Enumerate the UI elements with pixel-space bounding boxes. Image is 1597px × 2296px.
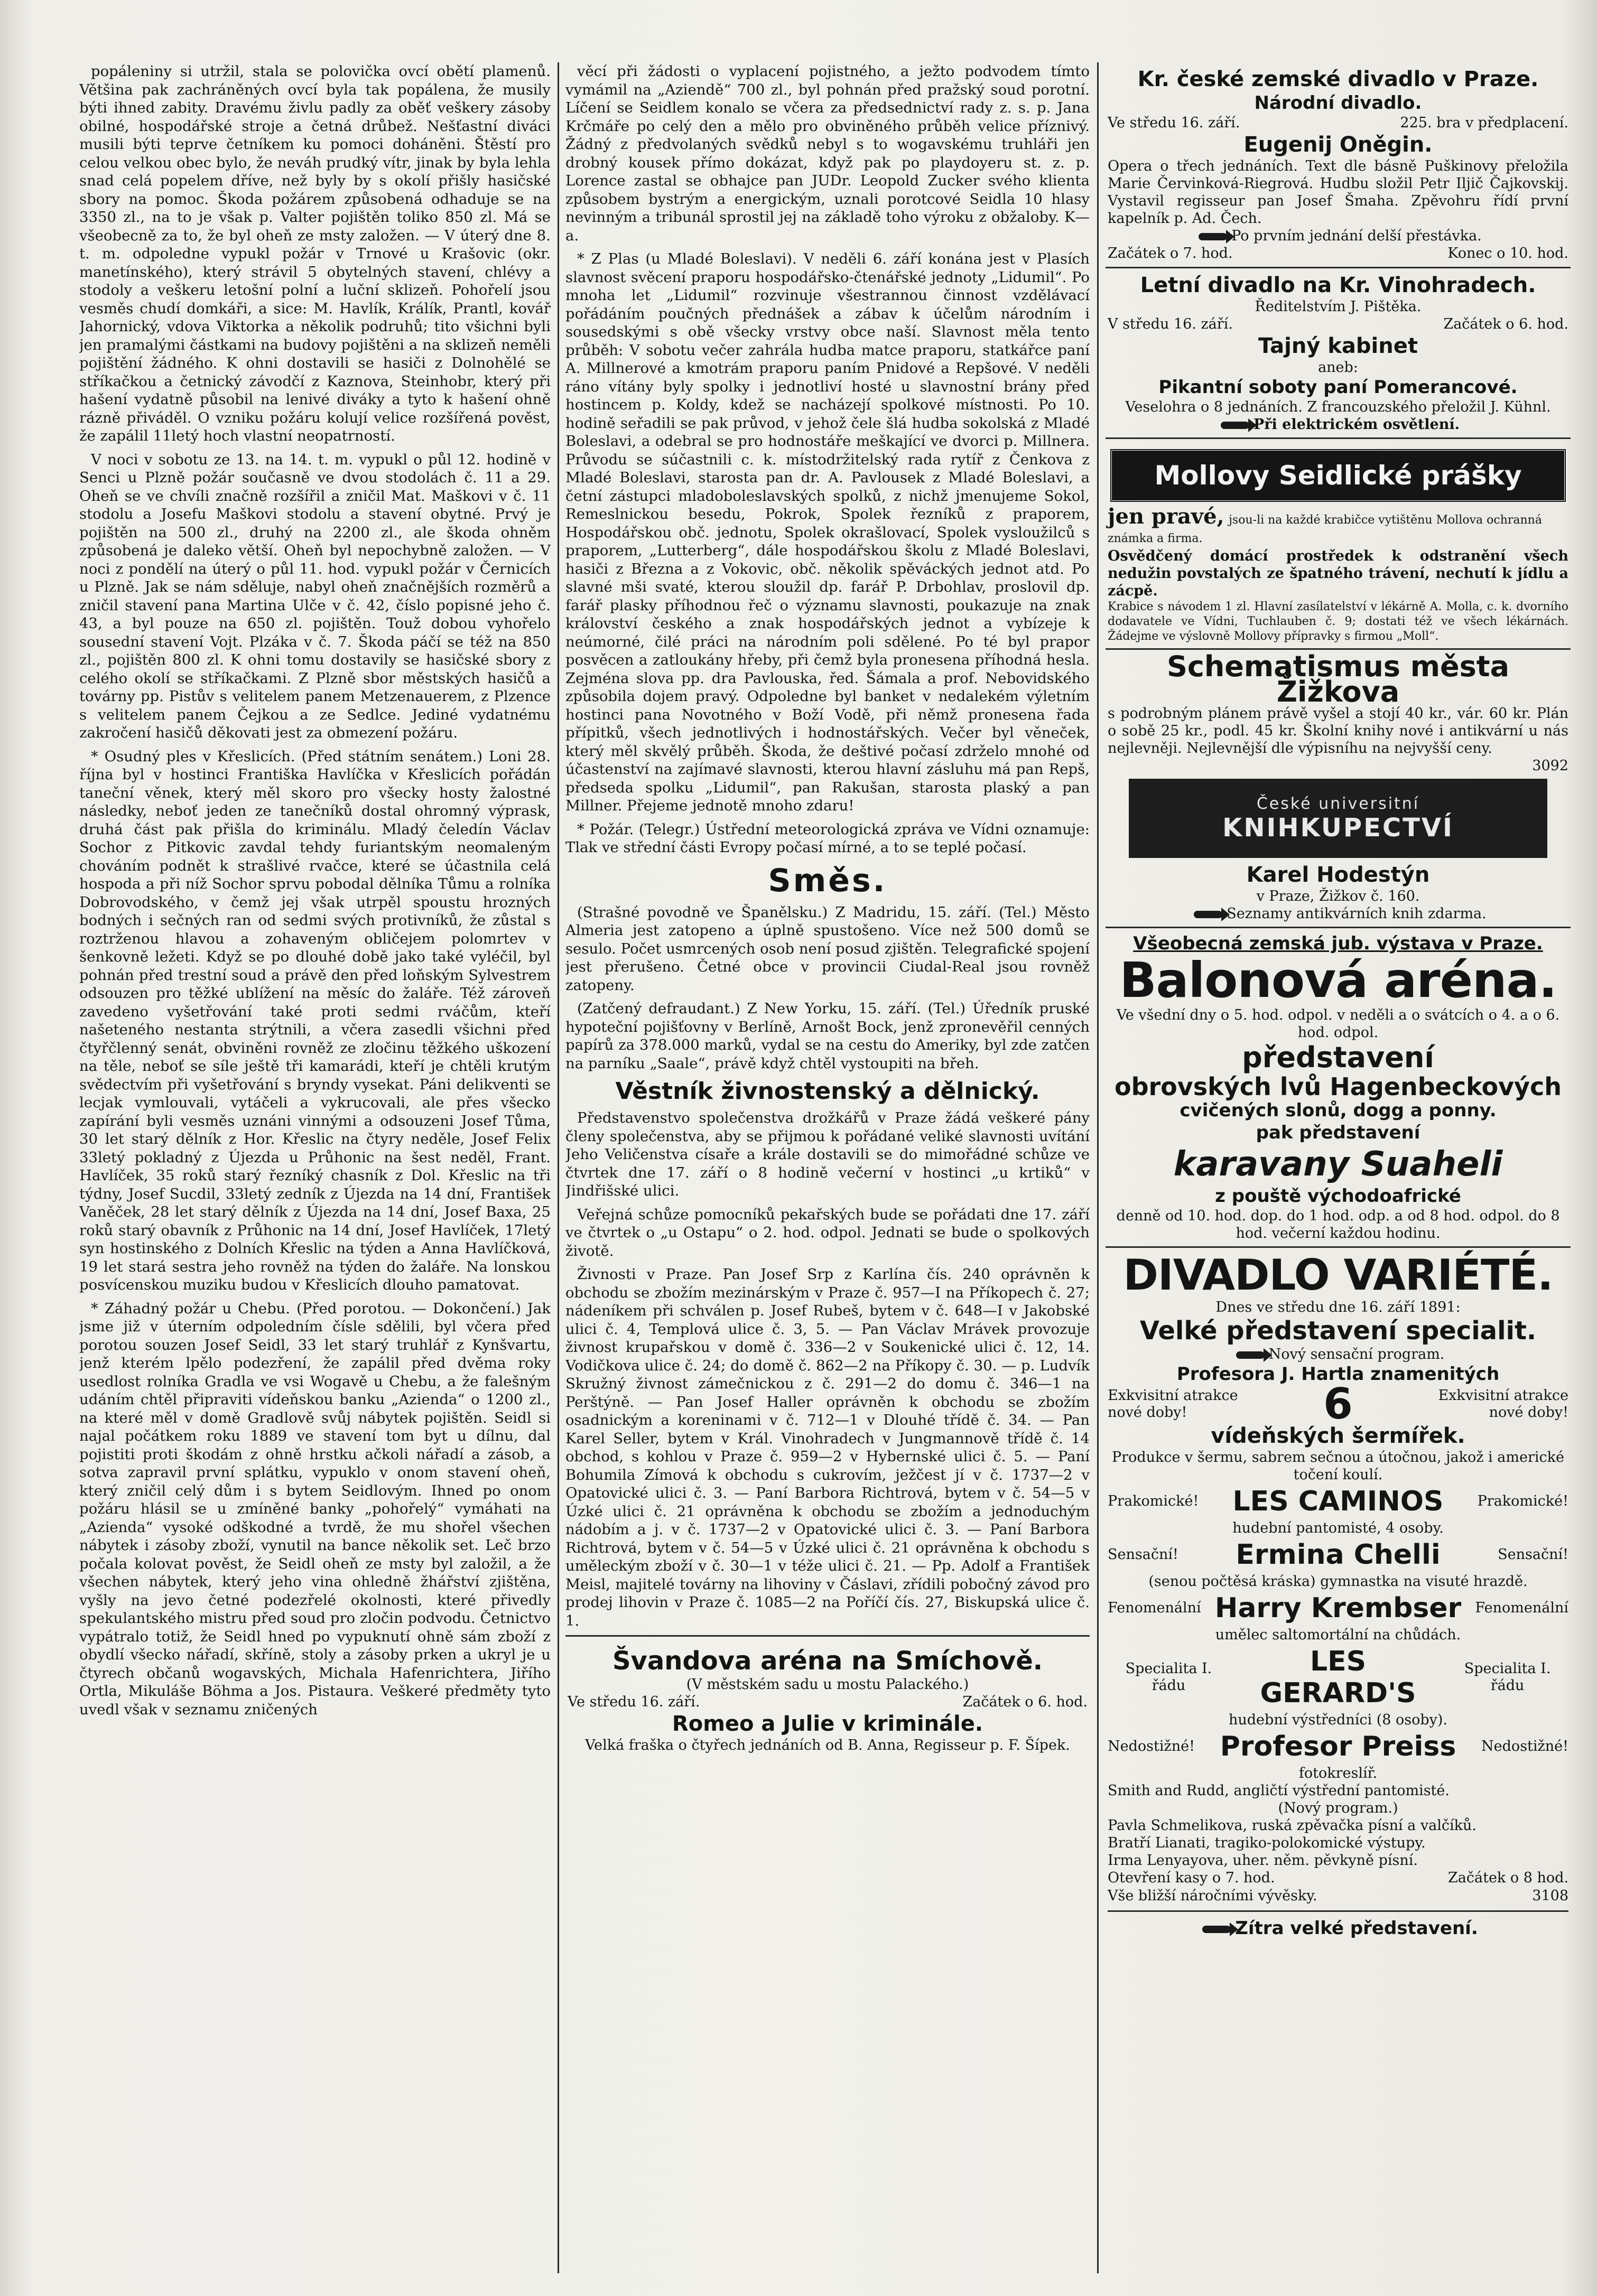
ad-karavany: karavany Suaheli bbox=[1173, 1145, 1503, 1184]
article-paragraph: * Záhadný požár u Chebu. (Před porotou. — Dokončení.) Jak jsme již v úterním odpoledním čísle sdělili, byl včera před porotou souzen Josef Seidl, 33 let starý truhlář z Kynšvartu, jenž kterém lpělo podezření, že zapálil před dvěma roky usedlost rolníka Gradla ve vsi Wogavě u Chebu, a že falešným udáním chtěl připraviti vídeňskou banku „Azienda“ o 1200 zl., na které měl v domě Gradlově svůj nábytek pojištěn. Seidl si najal počátkem roku 1889 ve stavení tom byt u dílnu, dal pojistiti proti škodám z ohně hrstku ačkoli nářadí a zásob, a sotva zapravil první splátku, vypuklo v onom stavení oheň, který zničil celý dům i s bytem Seidlovým. Ihned po onom požáru hlásil se u zmíněné banky „pohořelý“ vymáhati na „Azienda“ vysoké odškodné a tvrdě, že mu shořel všechen nábytek i zásoby zboží, vynutil na bance několik set. Leč brzo počala kolovat pověst, že Seidl oheň ze msty byl založil, a že všechen nábytek, který jeho vina ohledně žhářství zjištěna, vyšly na jevo četné podezřelé okolnosti, které přivedly spekulantského mistru před soud pro zločin podvodu. Četnictvo vypátralo totiž, že Seidl hned po vypuknutí ohně sám zboží z obydlí všecko nářadí, skříně, stoly a zásoby prken a ukryl je u čtyrech občanů wogavských, Michala Hafenrichtera, Jiřího Ortla, Mikuláše Böhma a Jos. Pistaura. Veškeré předměty tyto uvedl však v seznamu zničených bbox=[79, 1300, 551, 1718]
act-row bbox=[1108, 1731, 1568, 1762]
column-rule bbox=[1097, 62, 1099, 2273]
ad-subtitle: Národní divadlo. bbox=[1254, 92, 1422, 114]
article-paragraph: * Požár. (Telegr.) Ústřední meteorologická zpráva ve Vídni oznamuje: Tlak ve střední části Evropy počasí mírné, a to se teplé počasí. bbox=[565, 820, 1090, 856]
ad-note: Po prvním jednání delší přestávka. bbox=[1231, 228, 1482, 244]
ad-body: s podrobným plánem právě vyšel a stojí 40 kr., vár. 60 kr. Plán o sobě 25 kr., podl. 45 kr. Školní knihy nové i antikvární u nás nejlevněji. Nejlevnější dle výpisníhu na nejvyšší ceny. bbox=[1108, 705, 1568, 757]
section-title-smes: Směs. bbox=[768, 862, 887, 899]
act-row bbox=[1108, 1486, 1568, 1517]
act-extra: Smith and Rudd, angličtí výstřední pantomisté. bbox=[1108, 1782, 1450, 1799]
section-title-vestnik: Věstník živnostenský a dělnický. bbox=[615, 1078, 1040, 1105]
ad-desc: Velká fraška o čtyřech jednáních od B. Anna, Regisseur p. F. Šípek. bbox=[585, 1737, 1070, 1753]
ad-play: Eugenij Oněgin. bbox=[1243, 133, 1433, 157]
ad-balonova-arena bbox=[1106, 928, 1571, 1248]
ad-letni-divadlo bbox=[1106, 268, 1571, 439]
ad-title: Letní divadlo na Kr. Vinohradech. bbox=[1140, 273, 1536, 297]
act-right: Fenomenální bbox=[1475, 1600, 1568, 1616]
ad-play-subtitle: Pikantní soboty paní Pomerancové. bbox=[1158, 377, 1518, 398]
act-desc: umělec saltomortální na chůdách. bbox=[1215, 1627, 1461, 1643]
ad-note: Při elektrickém osvětlení. bbox=[1253, 416, 1460, 433]
act-right: Nedostižné! bbox=[1481, 1738, 1568, 1754]
act-left: Prakomické! bbox=[1108, 1493, 1199, 1509]
ad-date: Dnes ve středu dne 16. září 1891: bbox=[1215, 1299, 1461, 1315]
divider bbox=[565, 1635, 1090, 1637]
ad-owner: Karel Hodestýn bbox=[1246, 863, 1430, 887]
act-right: Sensační! bbox=[1498, 1546, 1568, 1563]
ad-animals: obrovských lvů Hagenbeckových bbox=[1114, 1072, 1562, 1101]
act-left: Sensační! bbox=[1108, 1546, 1178, 1563]
ad-schematismus bbox=[1106, 650, 1571, 928]
ad-address: v Praze, Žižkov č. 160. bbox=[1256, 888, 1420, 904]
ad-number: 3108 bbox=[1532, 1888, 1568, 1904]
act-name: LES CAMINOS bbox=[1232, 1486, 1444, 1517]
act-name: Harry Krembser bbox=[1214, 1592, 1462, 1624]
act-desc: fotokreslíř. bbox=[1298, 1765, 1378, 1781]
act-row bbox=[1108, 1592, 1568, 1624]
ad-play: Tajný kabinet bbox=[1258, 334, 1418, 358]
act-extra: Irma Lenyayova, uher. něm. pěvkyně písní. bbox=[1108, 1852, 1418, 1869]
article-paragraph: Živnosti v Praze. Pan Josef Srp z Karlína čís. 240 oprávněn k obchodu se zbožím mezinárským v Praze č. 957—I na Příkopech č. 27; nádeníkem při schválen p. Josef Rubeš, bytem v č. 648—I v Jakobské ulici č. 4, Templová ulice č. 3, 5. — Pan Václav Mrávek provozuje živnost krupařskou v domě č. 336—2 v Soukenické ulici č. 12, 14. Vodičkova ulice č. 24; do domě č. 862—2 na Příkopy č. 30. — p. Ludvík Skružný živnost zámečnickou z č. 291—2 do domu č. 346—1 na Perštýně. — Pan Josef Haller oprávněn k obchodu se zbožím osadnickým a koreninami v č. 712—1 v Dlouhé třídě č. 34. — Pan Karel Seller, bytem v Král. Vinohradech v Jungmannově třídě č. 14 obchod, s kohlou v Praze č. 959—2 v Hybernské ulici č. 5. — Paní Bohumila Zímová k obchodu s cukrovím, ježčest jí v č. 1737—2 v Opatovické ulici č. 3. — Paní Barbora Richtrová, bytem v č. 54—5 v Úzké ulici č. 21 oprávněna k obchodu se zbožím a jednoduchým nádobím a j. v č. 1737—2 v Opatovické ulici č. 3. — Paní Barbora Richtrová, bytem v č. 54—5 v Úzké ulici č. 21 oprávněna k obchodu s uměleckým zboží v č. 30—1 v téže ulici č. 21. — Pp. Adolf a František Meisl, majitelé továrny na lihoviny v Čáslavi, zřídili pobočný závod pro prodej lihovin v Praze č. 1085—2 na Poříčí čís. 27, Biskupská ulice č. 1. bbox=[565, 1266, 1090, 1629]
article-paragraph: * Z Plas (u Mladé Boleslavi). V neděli 6. září konána jest v Plasích slavnost svěcení praporu hospodářsko-čtenářské jednoty „Lidumil“. Po mnoha let „Lidumil“ rozvinuje všestrannou činnost vzdělávací pořádáním poučných přednášek a zábav k účelům národním i sousedskými s obě všecky vrstvy obce naší. Slavnost měla tento průběh: V sobotu večer zahrála hudba matce praporu, statkářce paní A. Millnerové a kmotrám praporu paním Pnidové a Repšové. V neděli ráno vítány byly spolky i jednotliví hosté u slavnostní brány před hostincem p. Koldy, kdež se nacházejí spolkové místnosti. Po 10. hodině seřadili se pak průvod, v jehož čele šlá hudba sokolská z Mladé Boleslavi, a odebral se pro hodnostáře meškající ve dvorci p. Millnera. Průvodu se súčastnili c. k. místodržitelský rada rytíř z Čenkova z Mladé Boleslavi, starosta pan dr. A. Pavlousek z Mladé Boleslavi, a četní zástupci mladoboleslavských spolků, z nichž jmenujeme Sokol, Remeslnickou besedu, Pokrok, Spolek řezníků z praporem, Hospodářskou obč. jednotu, Spolek okrašlovací, Spolek vysloužilců s praporem, „Lutterberg“, dále hospodářskou školu z Mladé Boleslavi, hasiči z Března a z Vokovic, obč. několik spěváckých jednot atd. Po slavné mši svaté, kterou sloužil dp. farář P. Drbohlav, proslovil dp. farář plasky příhodnou řeč o významu slavnosti, poukazuje na znak království českého a znak hospodářských jednot a vybízeje k neúmorné, čilé práci na národním poli sdělené. Po té byl prapor posvěcen a zatloukány hřeby, při čemž byla pronesena příhodná hesla. Zejména slova pp. dra Pavlouska, řed. Šámala a prof. Nebovidského způsobila dojem pravý. Odpoledne byl banket v nedalekém výletním hostinci pana Novotného v Boží Vodě, při němž pronesena řada přípitků, všech jednotlivých i hodnostářských. Večer byl věneček, který měl skvělý průběh. Škoda, že deštivé počasí zdrželo mnohé od účastenství na zajímavé slavnosti, kterou hlavní zásluhu má pan Repš, předseda spolku „Lidumil“, pan Rakušan, starosta plaský a pan Millner. Přejeme jednotě mnoho zdaru! bbox=[565, 250, 1090, 814]
ad-pak: pak představení bbox=[1256, 1122, 1420, 1143]
ad-top: Všeobecná zemská jub. výstava v Praze. bbox=[1133, 933, 1543, 954]
column-middle bbox=[565, 62, 1090, 2273]
article-paragraph: (Zatčený defraudant.) Z New Yorku, 15. září. (Tel.) Úředník pruské hypoteční pojišťovny v Berlíně, Arnošt Bock, jenž zpronevěřil cenných papírů za 378.000 marků, vydal se na cestu do Ameriky, byl zde zatčen na parníku „Saale“, právě když chtěl vystoupiti na břeh. bbox=[565, 1000, 1090, 1072]
ad-foot: Krabice s návodem 1 zl. Hlavní zasílatelství v lékárně A. Molla, c. k. dvorního dodavatele ve Vídni, Tuchlauben č. 9; dostati též ve všech lékárnách. Žádejme ve výslovně Mollovy přípravky s firmou „Moll“. bbox=[1108, 600, 1568, 643]
ad-desc: Opera o třech jednáních. Text dle básně Puškinovy přeložila Marie Červinková-Riegrová. Hudbu složil Petr Iljič Čajkovskij. Vystavil regisseur pan Josef Šmaha. Zpěvohru řídí první kapelník p. Ad. Čech. bbox=[1108, 158, 1568, 227]
act-left: Fenomenální bbox=[1108, 1600, 1201, 1616]
act-right: Prakomické! bbox=[1477, 1493, 1568, 1509]
article-paragraph: Veřejná schůze pomocníků pekařských bude se pořádati dne 17. září ve čtvrtek o „u Ostapu“ o 2. hod. odpol. Jednati se bude o spolkových životě. bbox=[565, 1206, 1090, 1259]
bookshop-banner bbox=[1129, 779, 1547, 858]
ad-end: Konec o 10. hod. bbox=[1447, 245, 1568, 262]
act-right: Specialita I. řádu bbox=[1464, 1660, 1551, 1694]
article-paragraph: věcí při žádosti o vyplacení pojistného, a ježto podvodem tímto vymámil na „Aziendě“ 700 zl., byl pohnán před pražský soud porotní. Líčení se Seidlem konalo se včera za předsednictví rady z. s. p. Jana Krčmáře po celý den a mělo pro obviněného průběh velice příznivý. Žádný z předvolaných svědků nebyl s to wogavskému truhláři jen drobný kousek přímo dokázat, když pak po playdoyeru st. z. p. Lorence zastal se obhajce pan JUDr. Leopold Zucker svého klienta způsobem bystrým a energickým, uznali porotcové Seidla 10 hlasy nevinným a tribunál sprostil jej na základě toho výroku z obžaloby. K—a. bbox=[565, 63, 1090, 244]
ad-title: DIVADLO VARIÉTÉ. bbox=[1123, 1250, 1553, 1300]
act-desc: hudební výstředníci (8 osoby). bbox=[1229, 1712, 1447, 1728]
ad-date: Ve středu 16. září. bbox=[568, 1694, 700, 1710]
ad-start: Začátek o 6. hod. bbox=[1443, 316, 1568, 332]
ad-lead-small: jsou-li na každé krabičce vytištěnu Mollova ochranná známka a firma. bbox=[1108, 514, 1542, 545]
column-right-ads bbox=[1106, 62, 1571, 2273]
act-desc: (senou počtěsá kráska) gymnastka na visuté hrazdě. bbox=[1148, 1573, 1528, 1590]
pointing-hand-icon bbox=[1221, 422, 1249, 429]
banner-line: KNIHKUPECTVÍ bbox=[1222, 813, 1454, 843]
act-extra: Bratří Lianati, tragiko-polokomické výstupy. bbox=[1108, 1835, 1426, 1851]
ad-predstaveni: představení bbox=[1242, 1041, 1434, 1074]
ad-body: Osvědčený domácí prostředek k odstranění všech nedužin povstalých ze špatného trávení, nechutí k jídlu a zácpě. bbox=[1108, 548, 1568, 599]
ad-posters: Vše bližší náročními vývěsky. bbox=[1108, 1888, 1317, 1904]
act-name: Ermina Chelli bbox=[1236, 1539, 1441, 1571]
act-name: LES GERARD'S bbox=[1260, 1646, 1416, 1709]
act-extra: Pavla Schmelikova, ruská zpěvačka písní a valčíků. bbox=[1108, 1817, 1477, 1834]
ad-start: Začátek o 6. hod. bbox=[962, 1694, 1088, 1710]
banner-line: České universitní bbox=[1256, 794, 1420, 813]
ad-divadlo-variete bbox=[1106, 1248, 1571, 1944]
ad-lead: jen pravé, bbox=[1108, 504, 1224, 529]
ad-desc: Veselohra o 8 jednáních. Z francouzského přeložil J. Kühnl. bbox=[1125, 399, 1551, 415]
ad-animals-2: cvičených slonů, dogg a ponny. bbox=[1180, 1100, 1497, 1121]
ad-title: Balonová aréna. bbox=[1119, 952, 1557, 1009]
act-extra: (Nový program.) bbox=[1278, 1800, 1398, 1816]
ad-six: 6 bbox=[1323, 1379, 1353, 1429]
ad-subtitle: Ředitelstvím J. Pištěka. bbox=[1255, 298, 1422, 315]
act-row bbox=[1108, 1539, 1568, 1571]
act-name: Profesor Preiss bbox=[1220, 1731, 1456, 1762]
article-paragraph: popáleniny si utržil, stala se polovička ovcí obětí plamenů. Většina pak zachráněných ovcí byla tak popálena, že musily býti ihned zabity. Dravému živlu padly za oběť veškery zásoby obilné, hospodářské stroje a četná drůbež. Nešťastní diváci musili býti teprve četníkem ku pomoci doháněni. Štěstí pro celou velkou obec bylo, že neváh prudký vítr, jinak by byla lehla snad celá popelem dříve, než byly by s okolí přišly hasičské sbory na pomoc. Škoda požárem způsobená odhaduje se na 3350 zl., na to je však p. Valter pojištěn toliko 850 zl. Má se všeobecně za to, že byl oheň ze msty založen. — V úterý dne 8. t. m. odpoledne vypukl požár v Trnové u Krašovic (okr. manetínského), který strávil 5 obytelných stavení, chlévy a stodoly a veškeru letošní polní a luční sklizeň. Pohořelí jsou vesměs chudí domkáři, a sice: M. Havlík, Králík, Prantl, kovář Jahornický, vdova Viktorka a několik podruhů; tito všichni byli jen pramalými částkami na budovy pojištěni a na sklizeň neměli pojištění žádného. K ohni dostavili se hasiči z Dolnohělé se stříkačkou a četnický závodčí z Kaznova, Steinhobr, který při hašení vydatně působil na lenivé diváky a tyto k hašení ohně rázně přiváděl. O vzniku požáru kolují velice rozšířená pověst, že zapálil 11letý hoch vlastní neopatrností. bbox=[79, 63, 551, 444]
article-paragraph: Představenstvo společenstva drožkářů v Praze žádá veškeré pány členy společenstva, aby se přijmou k pořádané veliké slavnosti uvítání Jeho Veličenstva císaře a krále dostavili se do mimořádné schůze ve čtvrtek dne 17. září o 8 hodině večerní v hostinci „u krtiků“ v Jindřišské ulici. bbox=[565, 1109, 1090, 1199]
ad-play: Romeo a Julie v kriminále. bbox=[672, 1712, 983, 1736]
act-desc: hudební pantomisté, 4 osoby. bbox=[1232, 1520, 1444, 1536]
ad-title: Schematismus města Žižkova bbox=[1166, 650, 1510, 708]
ad-narodni-divadlo bbox=[1106, 62, 1571, 268]
ad-side-left: Exkvisitní atrakce nové doby! bbox=[1108, 1387, 1238, 1421]
divider bbox=[1108, 1910, 1568, 1912]
ad-new: Nový sensační program. bbox=[1268, 1346, 1445, 1362]
pointing-hand-icon bbox=[1199, 233, 1227, 240]
ad-subscription: 225. bra v předplacení. bbox=[1400, 115, 1568, 131]
pointing-hand-icon bbox=[1236, 1351, 1265, 1359]
ad-start: Začátek o 7. hod. bbox=[1108, 245, 1233, 262]
ad-start: Začátek o 8 hod. bbox=[1448, 1870, 1568, 1886]
ad-moll-powders bbox=[1106, 439, 1571, 650]
column-rule bbox=[558, 62, 559, 2273]
ad-svandova-arena bbox=[565, 1642, 1090, 1758]
act-left: Specialita I. řádu bbox=[1125, 1660, 1212, 1694]
pointing-hand-icon bbox=[1194, 911, 1222, 918]
ad-headline: Velké představení specialit. bbox=[1139, 1316, 1537, 1346]
ad-date: Ve středu 16. září. bbox=[1108, 115, 1240, 131]
ad-side-right: Exkvisitní atrakce nové doby! bbox=[1438, 1387, 1568, 1421]
column-left bbox=[79, 62, 551, 2273]
act-row bbox=[1108, 1646, 1568, 1709]
ad-karavany-2: z pouště východoafrické bbox=[1215, 1186, 1461, 1207]
ad-hartl: Profesora J. Hartla znamenitých bbox=[1176, 1364, 1500, 1385]
ad-number: 3092 bbox=[1532, 758, 1568, 774]
act-left: Nedostižné! bbox=[1108, 1738, 1195, 1754]
ad-footer: Zítra velké představení. bbox=[1235, 1918, 1478, 1939]
ad-open: Otevření kasy o 7. hod. bbox=[1108, 1870, 1275, 1886]
article-paragraph: * Osudný ples v Křeslicích. (Před státním senátem.) Loni 28. října byl v hostinci Františka Havlíčka v Křeslicích pořádán taneční věnek, který měl skoro pro všecky hosty žalostné následky, neboť jeden ze tanečníků dostal ohromný výprask, druhá část pak přišla do kriminálu. Mladý čeledín Václav Sochor z Pitkovic zavdal tehdy furiantským neomaleným chováním podnět k strašlivé rvačce, které se účastnila celá hospoda a při níž Sochor sprvu pobodal dělníka Tůmu a rolníka Dobrovodského, v čemž jej však utrpěl spoustu hrozných bodných i sečných ran od sedmi svých protivníků, že zůstal s roztrženou hlavou a zohaveným obličejem polomrtev v šenkovně ležeti. Když se po dlouhé době jako také vyléčil, byl pohnán před trestní soud a právě den před loňským Sylvestrem odsouzen pro těžké ublížení na měsíc do žaláře. Též zároveň zavedeno vyšetřování také proti sedmi rváčům, kteří našeteného nestanta strýtnili, a včera zasedli všichni před čtyřčlenný senát, obviněni rovněž ze zločinu těžkého uškození na těle, neboť se síle ještě tři kamarádi, kteří je chtěli krutým svědectvím při vyšetřování s bryndy vysekat. Páni delikventi se lecjak vymlouvali, vytáčeli a vykrucovali, ale přes všecko zapírání byli vesměs uznáni vinnými a odsouzeni Josef Tůma, 30 let starý dělník z Hor. Křeslic na čtyry neděle, Josef Felix 33letý pokladný z Újezda u Průhonic na šest neděl, Frant. Havlíček, 35 roků starý řezníký chasník z Dol. Křeslic na tři týdny, Josef Sucdil, 33letý zedník z Újezda na 14 dní, František Vaněček, 28 let starý dělník z Újezda na 14 dní, Josef Baxa, 25 roků starý obavník z Průhonic na 14 dní, Josef Havlíček, 17letý syn hostinského z Dolních Křeslic na týden a Anna Havlíčková, 19 let stará sestra jeho rovněž na týden do žaláře. Na lonskou posvícenskou muziku budou v Křeslicích dlouho pamatovat. bbox=[79, 748, 551, 1293]
ad-subtitle: (V městském sadu u mostu Palackého.) bbox=[686, 1676, 969, 1693]
article-paragraph: (Strašné povodně ve Španělsku.) Z Madridu, 15. září. (Tel.) Město Almeria jest zatopeno a úplně spustošeno. Více než 500 domů se sesulo. Počet usmrcených osob není posud zjištěn. Telegrafické spojení jest přerušeno. Četné obce v provincii Ciudal-Real jsou rovněž zatopeny. bbox=[565, 903, 1090, 994]
ad-title: Švandova aréna na Smíchově. bbox=[612, 1646, 1043, 1676]
ad-times: Ve všední dny o 5. hod. odpol. v neděli a o svátcích o 4. a o 6. hod. odpol. bbox=[1116, 1007, 1560, 1041]
pointing-hand-icon bbox=[1202, 1926, 1231, 1933]
ad-times-2: denně od 10. hod. dop. do 1 hod. odp. a od 8 hod. odpol. do 8 hod. večerní každou hodinu. bbox=[1116, 1208, 1560, 1242]
ad-note: Seznamy antikvárních knih zdarma. bbox=[1227, 906, 1487, 922]
ad-aneb: aneb: bbox=[1318, 359, 1358, 376]
ad-banner: Mollovy Seidlické prášky bbox=[1110, 449, 1566, 502]
ad-date: V středu 16. září. bbox=[1108, 316, 1233, 332]
ad-fencers: vídeňských šermířek. bbox=[1211, 1424, 1465, 1448]
article-paragraph: V noci v sobotu ze 13. na 14. t. m. vypukl o půl 12. hodině v Senci u Plzně požár současně ve dvou stodolách č. 11 a 29. Oheň se ve chvíli značně rozšířil a zničil Mat. Maškovi v č. 11 stodolu a Josefu Maškovi stodolu a stavení obytné. Prvý je pojištěn na 500 zl., druhý na 2200 zl., ale škoda ohněm způsobená je daleko větší. Oheň byl nepochybně založen. — V noci z pondělí na úterý o půl 11. hod. vypukl požár v Černicích u Plzně. Jak se nám sděluje, nabyl oheň značnějších rozměrů a zničil stavení pana Martina Ulče v č. 42, číslo popisné jeho č. 43, a byl pouze na 650 zl. pojištěn. Touž dobou vyhořelo sousední stavení Vojt. Plzáka v č. 7. Škoda páčí se též na 850 zl., pojištěn 800 zl. K ohni tomu dostavily se hasičské sbory z celého okolí se stříkačkami. Z Plzně sbor městských hasičů a továrny pp. Pistův s velitelem panem Metzenauerem, z Plzence s velitelem panem Čejkou a ze Sedlce. Jediné vydatnému zakročení hasičů děkovati jest za obmezení požáru. bbox=[79, 451, 551, 741]
ad-fencers-desc: Produkce v šermu, sabrem sečnou a útočnou, jakož i americké točení koulí. bbox=[1112, 1449, 1564, 1483]
ad-title: Kr. české zemské divadlo v Praze. bbox=[1137, 67, 1539, 91]
